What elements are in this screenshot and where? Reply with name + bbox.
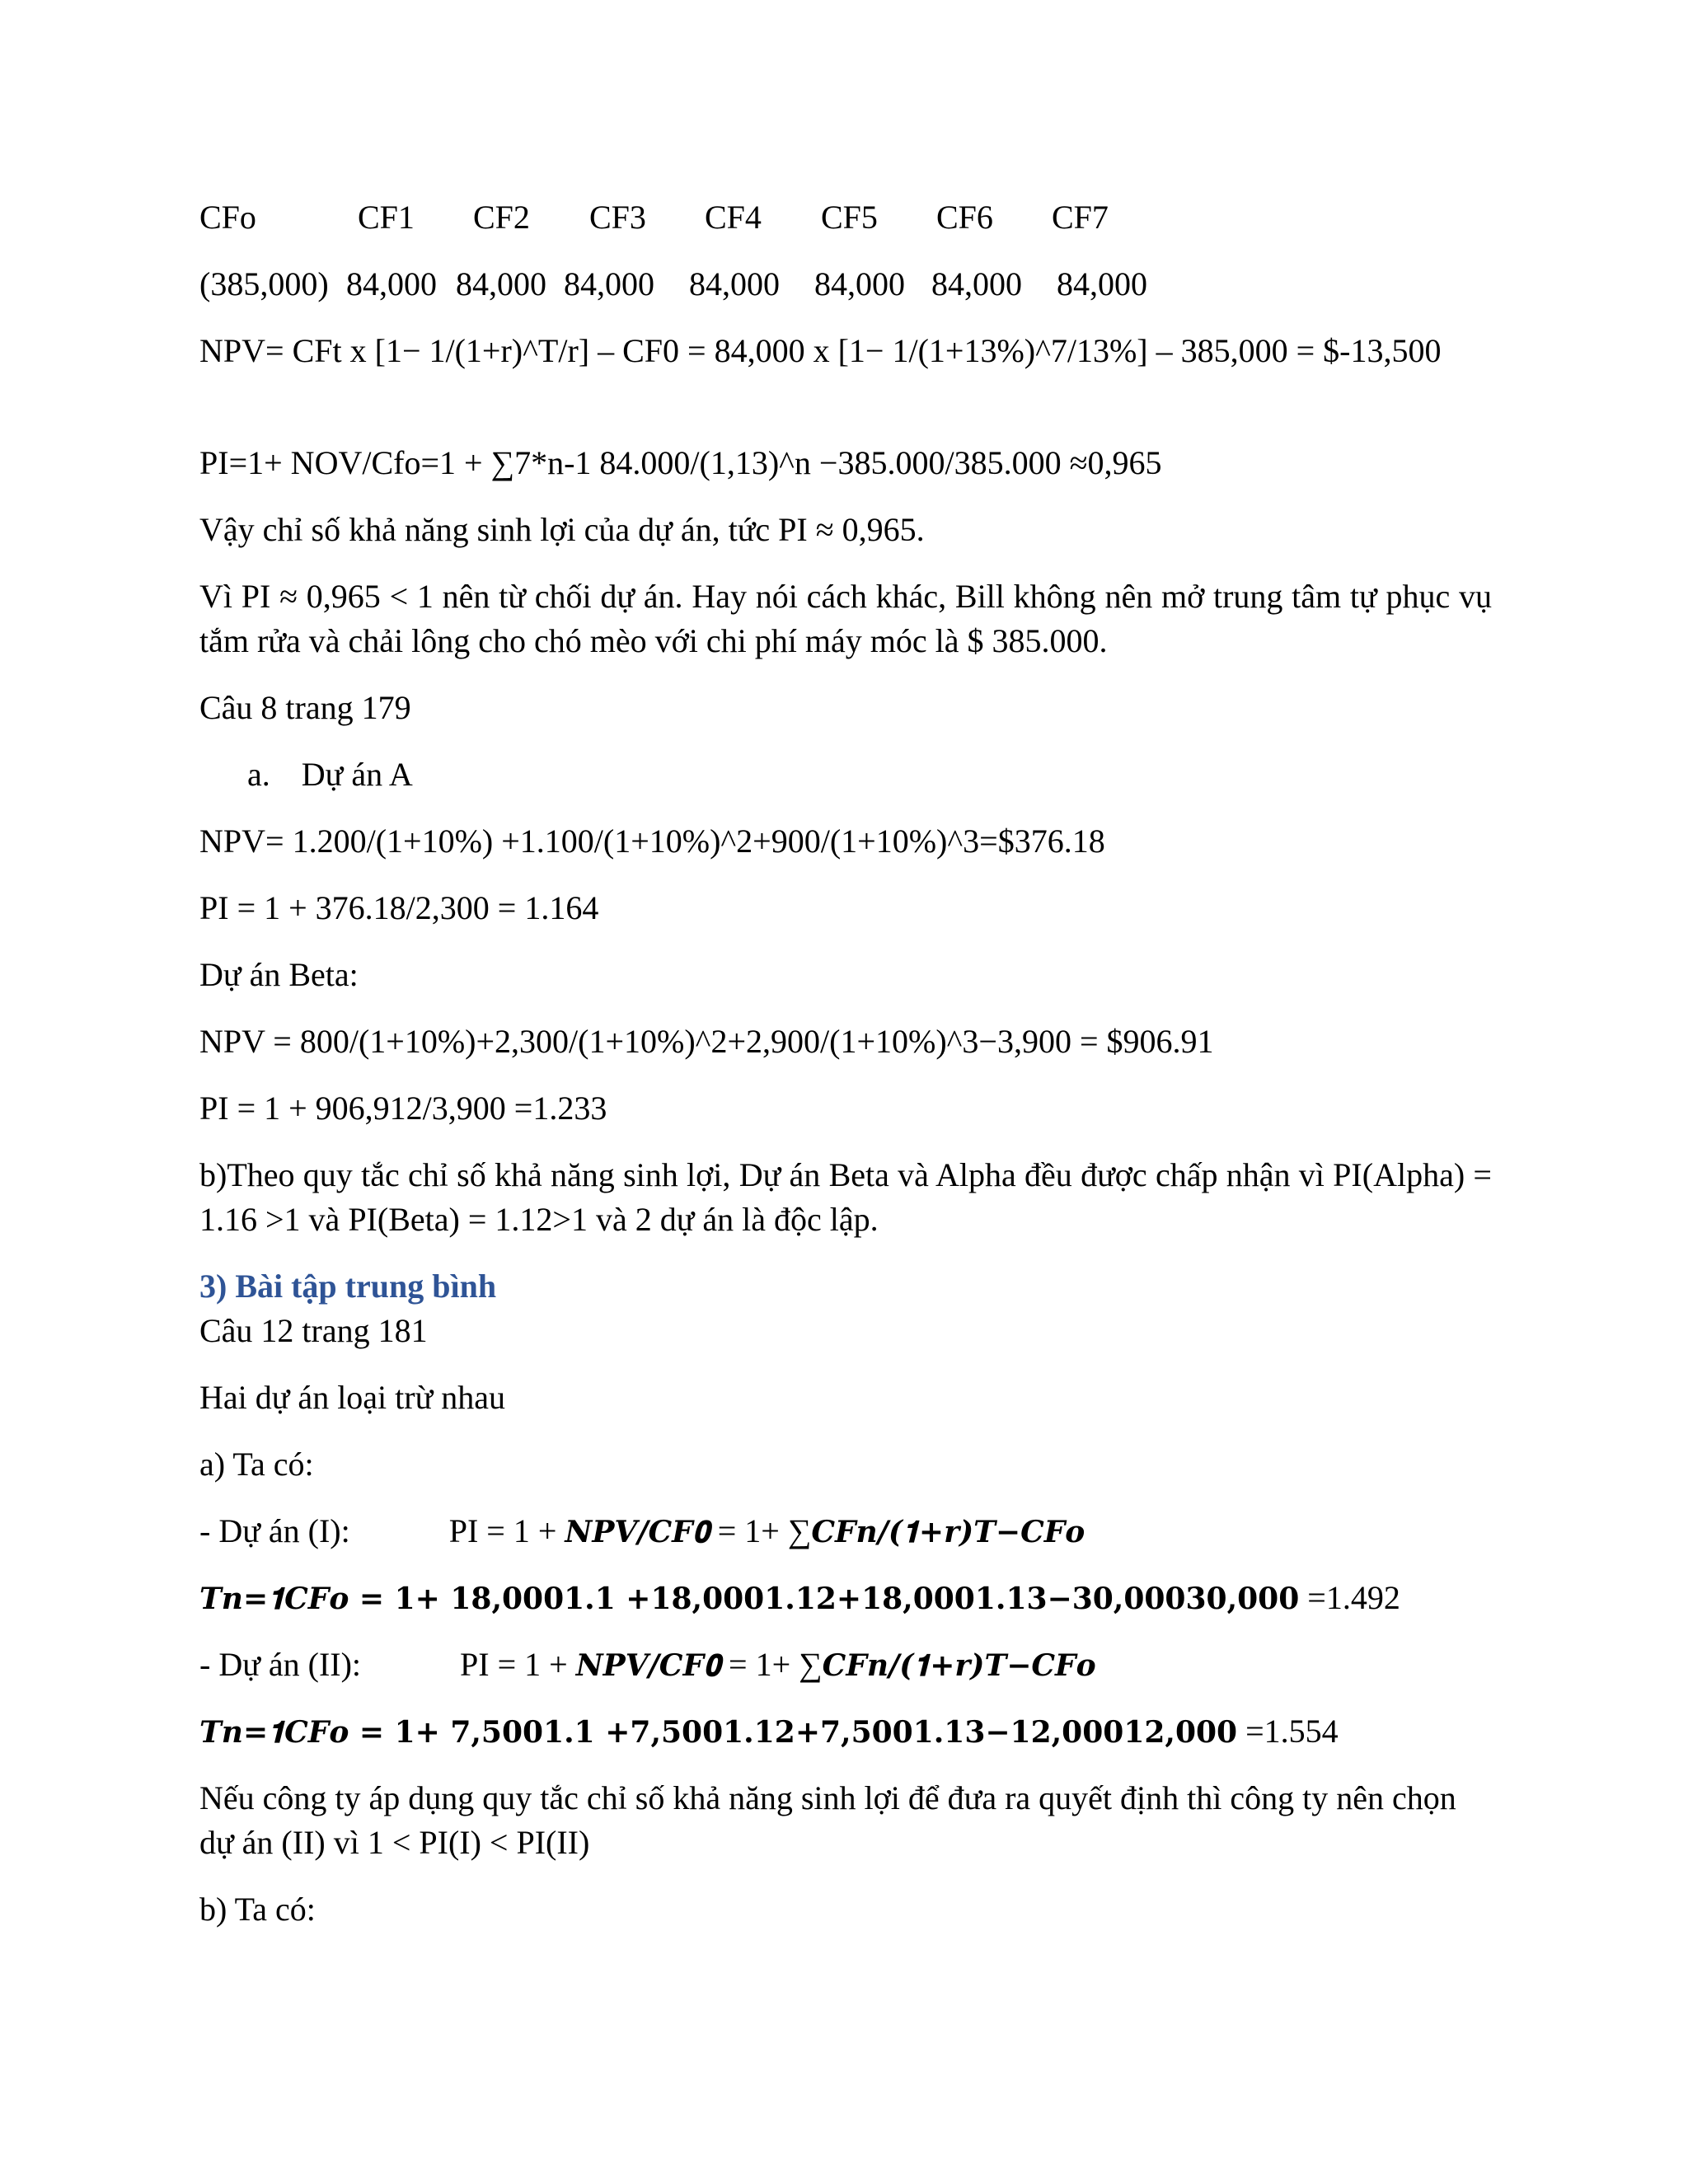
- formula-math: /(𝟏+𝒓): [889, 1648, 985, 1683]
- cf-header-cell: CF6: [936, 199, 993, 236]
- project-beta-label: Dự án Beta:: [199, 956, 359, 993]
- cf-header-cell: CF7: [1052, 199, 1109, 236]
- question-12-title: Câu 12 trang 181: [199, 1312, 428, 1349]
- formula-result: =1.554: [1237, 1713, 1339, 1750]
- formula-math: 𝑻𝒏: [199, 1582, 243, 1616]
- formula-text: PI = 1 +: [448, 1512, 565, 1549]
- cf-header-cell: CF5: [821, 199, 878, 236]
- project-2-label: - Dự án (II):: [199, 1646, 362, 1683]
- project-beta-npv: NPV = 800/(1+10%)+2,300/(1+10%)^2+2,900/(1+10%)^3−3,900 = $906.91: [199, 1023, 1214, 1060]
- pi-formula: PI=1+ NOV/Cfo=1 + ∑7*n-1 84.000/(1,13)^n −385.000/385.000 ≈0,965: [199, 444, 1162, 481]
- project-a-label: Dự án A: [301, 756, 413, 793]
- pi-conclusion: Vậy chỉ số khả năng sinh lợi của dự án, tức PI ≈ 0,965.: [199, 511, 925, 548]
- formula-text: = 1+ ∑: [720, 1646, 823, 1683]
- cf-header-cell: CF2: [473, 199, 530, 236]
- cf-header-cell: CF4: [705, 199, 762, 236]
- project-beta-pi: PI = 1 + 906,912/3,900 =1.233: [199, 1090, 607, 1127]
- cf-value-cell: 84,000: [931, 265, 1022, 302]
- formula-math: =𝟏𝑪𝑭𝒐: [242, 1582, 349, 1616]
- project-a-list-item: [247, 752, 1492, 797]
- question-8-title: Câu 8 trang 179: [199, 689, 411, 726]
- formula-math: 𝑻−𝑪𝑭𝒐: [973, 1515, 1085, 1549]
- cf-header-cell: CFo: [199, 199, 256, 236]
- question-12-b-label: b) Ta có:: [199, 1891, 316, 1928]
- cf-value-cell: (385,000): [199, 265, 329, 302]
- project-a-npv: NPV= 1.200/(1+10%) +1.100/(1+10%)^2+900/(1+10%)^3=$376.18: [199, 823, 1105, 860]
- cf-header-cell: CF3: [589, 199, 646, 236]
- section-heading: 3) Bài tập trung bình: [199, 1268, 497, 1305]
- formula-math: 𝑵𝑷𝑽/𝑪𝑭𝟎: [565, 1515, 710, 1549]
- question-12-a-label: a) Ta có:: [199, 1446, 314, 1483]
- cf-value-cell: 84,000: [346, 265, 437, 302]
- formula-math: =𝟏𝑪𝑭𝒐: [242, 1715, 349, 1750]
- formula-text: PI = 1 +: [460, 1646, 576, 1683]
- formula-math: 𝑪𝑭𝒏: [822, 1648, 889, 1683]
- question-8-b-answer: b)Theo quy tắc chỉ số khả năng sinh lợi, Dự án Beta và Alpha đều được chấp nhận vì PI(Alpha) = 1.16 >1 và PI(Beta) = 1.12>1 và 2 dự án là độc lập.: [199, 1156, 1492, 1238]
- project-1-formula: [199, 1509, 1492, 1554]
- question-12-intro: Hai dự án loại trừ nhau: [199, 1379, 506, 1416]
- cf-header-cell: CF1: [358, 199, 415, 236]
- formula-math: 𝑻𝒏: [199, 1715, 243, 1750]
- formula-math: 𝑻−𝑪𝑭𝒐: [984, 1648, 1096, 1683]
- formula-math: 𝑪𝑭𝒏: [811, 1515, 878, 1549]
- project-1-calculation: [199, 1576, 1492, 1621]
- npv-formula: NPV= CFt x [1− 1/(1+r)^T/r] – CF0 = 84,000 x [1− 1/(1+13%)^7/13%] – 385,000 = $-13,500: [199, 332, 1442, 369]
- cf-value-cell: 84,000: [1057, 265, 1147, 302]
- formula-math: 𝑵𝑷𝑽/𝑪𝑭𝟎: [575, 1648, 721, 1683]
- project-1-label: - Dự án (I):: [199, 1512, 350, 1549]
- cf-value-cell: 84,000: [814, 265, 905, 302]
- project-a-pi: PI = 1 + 376.18/2,300 = 1.164: [199, 889, 599, 926]
- cf-value-cell: 84,000: [456, 265, 546, 302]
- project-2-formula: [199, 1643, 1492, 1688]
- rejection-paragraph: Vì PI ≈ 0,965 < 1 nên từ chối dự án. Hay nói cách khác, Bill không nên mở trung tâm tự phục vụ tắm rửa và chải lông cho chó mèo với chi phí máy móc là $ 385.000.: [199, 578, 1492, 659]
- cf-value-cell: 84,000: [564, 265, 654, 302]
- formula-text: = 1+ ∑: [709, 1512, 812, 1549]
- cf-value-cell: 84,000: [689, 265, 780, 302]
- list-marker: a.: [247, 756, 270, 793]
- project-2-calculation: [199, 1709, 1492, 1755]
- question-12-decision: Nếu công ty áp dụng quy tắc chỉ số khả năng sinh lợi để đưa ra quyết định thì công ty nên chọn dự án (II) vì 1 < PI(I) < PI(II): [199, 1779, 1456, 1861]
- formula-math: = 1+ 𝟏𝟖,𝟎𝟎𝟎𝟏.𝟏 +𝟏𝟖,𝟎𝟎𝟎𝟏.𝟏𝟐+𝟏𝟖,𝟎𝟎𝟎𝟏.𝟏𝟑−𝟑𝟎,𝟎𝟎𝟎𝟑𝟎,𝟎𝟎𝟎: [349, 1582, 1300, 1616]
- formula-result: =1.492: [1299, 1579, 1400, 1616]
- formula-math: = 1+ 𝟕,𝟓𝟎𝟎𝟏.𝟏 +𝟕,𝟓𝟎𝟎𝟏.𝟏𝟐+𝟕,𝟓𝟎𝟎𝟏.𝟏𝟑−𝟏𝟐,𝟎𝟎𝟎𝟏𝟐,𝟎𝟎𝟎: [349, 1715, 1238, 1750]
- formula-math: /(𝟏+𝒓): [877, 1515, 974, 1549]
